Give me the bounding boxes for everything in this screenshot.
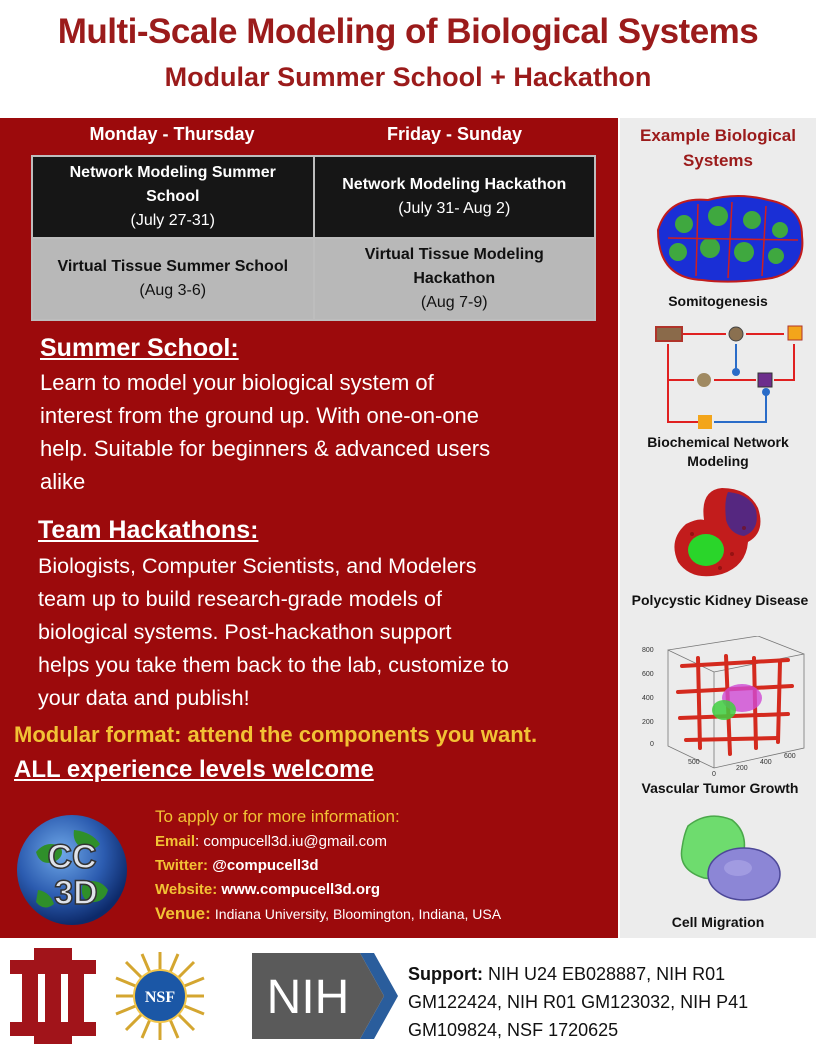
cell-name: Virtual Tissue Modeling Hackathon: [364, 246, 544, 287]
nsf-logo: [112, 950, 208, 1042]
schedule-table: [31, 155, 596, 321]
nsf-logo-text: NSF: [144, 989, 176, 1006]
kidney-disease-image: [672, 484, 772, 584]
tissue-summer-school-cell: [32, 238, 314, 320]
network-caption: [620, 433, 816, 471]
cell-dates: (Aug 7-9): [420, 294, 488, 311]
tumor-caption: Vascular Tumor Growth: [641, 780, 799, 796]
contact-block: [155, 804, 615, 927]
text-line: Learn to model your biological system of: [40, 370, 434, 395]
hackathons-heading: Team Hackathons:: [38, 516, 259, 544]
network-hackathon-cell: [314, 156, 596, 238]
text-line: helps you take them back to the lab, customize to: [38, 653, 509, 677]
cell-dates: (July 31- Aug 2): [398, 200, 511, 217]
schedule-row-tissue: [32, 238, 595, 320]
cell-name: Network Modeling Hackathon: [342, 176, 567, 193]
tumor-axis-tick: 500: [688, 759, 700, 766]
cc3d-logo-text: CC: [47, 838, 97, 876]
tumor-axis-tick: 800: [642, 647, 654, 654]
website-link[interactable]: www.compucell3d.org: [221, 881, 381, 898]
somitogenesis-image: [648, 190, 808, 286]
caption-line: Modeling: [687, 453, 749, 469]
schedule-row-network: [32, 156, 595, 238]
text-line: help. Suitable for beginners & advanced users: [40, 436, 491, 461]
tumor-axis-tick: 400: [642, 695, 654, 702]
cell-migration-image: [668, 808, 788, 908]
tumor-axis-tick: 400: [760, 759, 772, 766]
tumor-axis-tick: 0: [712, 771, 716, 776]
tumor-axis-tick: 600: [784, 753, 796, 760]
nih-logo: [252, 953, 400, 1039]
summer-school-heading: Summer School:: [40, 334, 239, 362]
tumor-axis-tick: 600: [642, 671, 654, 678]
summer-school-description: [40, 366, 615, 498]
email-link[interactable]: : compucell3d.iu@gmail.com: [195, 833, 387, 850]
cell-name: Virtual Tissue Summer School: [57, 258, 289, 275]
venue-text: Indiana University, Bloomington, Indiana, USA: [214, 906, 502, 922]
nih-logo-text: NIH: [266, 971, 350, 1024]
tumor-axis-tick: 200: [736, 765, 748, 772]
website-label: Website:: [155, 881, 218, 898]
text-line: team up to build research-grade models of: [38, 587, 442, 611]
support-line: GM122424, NIH R01 GM123032, NIH P41: [408, 992, 749, 1012]
sidebar-title-line: Systems: [683, 151, 753, 170]
somitogenesis-caption: Somitogenesis: [668, 293, 768, 309]
poster-title: Multi-Scale Modeling of Biological Systems: [57, 12, 759, 51]
tumor-axis-tick: 0: [650, 741, 654, 748]
hackathons-description: [38, 550, 616, 715]
cc3d-logo: [14, 812, 130, 928]
twitter-link[interactable]: @compucell3d: [212, 857, 319, 874]
network-diagram-image: [652, 322, 812, 432]
schedule-header-weekday: Monday - Thursday: [89, 124, 255, 144]
cell-dates: (July 27-31): [130, 212, 215, 229]
venue-label: Venue:: [155, 904, 211, 923]
poster-subtitle: Modular Summer School + Hackathon: [164, 62, 652, 92]
iu-logo: [8, 946, 98, 1046]
kidney-caption: Polycystic Kidney Disease: [631, 592, 809, 608]
support-block: [408, 960, 813, 1044]
tumor-axis-tick: 200: [642, 719, 654, 726]
network-summer-school-cell: [32, 156, 314, 238]
sidebar-title: [620, 123, 816, 173]
support-label: Support:: [408, 964, 483, 984]
contact-intro: To apply or for more information:: [155, 807, 400, 826]
text-line: interest from the ground up. With one-on-one: [40, 403, 480, 428]
tumor-growth-image: [638, 636, 814, 776]
tissue-hackathon-cell: [314, 238, 596, 320]
cell-name: Network Modeling Summer School: [69, 164, 276, 205]
sidebar-title-line: Example Biological: [640, 126, 796, 145]
modular-format-note: Modular format: attend the components you want.: [14, 722, 538, 747]
cell-dates: (Aug 3-6): [139, 282, 207, 299]
migration-caption: Cell Migration: [671, 914, 765, 930]
support-line: GM109824, NSF 1720625: [408, 1020, 619, 1040]
email-label: Email: [155, 833, 196, 850]
text-line: alike: [40, 469, 86, 494]
caption-line: Biochemical Network: [647, 434, 789, 450]
text-line: your data and publish!: [38, 686, 250, 710]
experience-levels-note: ALL experience levels welcome: [14, 756, 374, 783]
twitter-label: Twitter:: [155, 857, 209, 874]
cc3d-logo-text: 3D: [54, 874, 98, 912]
text-line: Biologists, Computer Scientists, and Modelers: [38, 554, 477, 578]
support-line: NIH U24 EB028887, NIH R01: [482, 964, 726, 984]
text-line: biological systems. Post-hackathon support: [38, 620, 452, 644]
schedule-header-weekend: Friday - Sunday: [386, 124, 523, 144]
